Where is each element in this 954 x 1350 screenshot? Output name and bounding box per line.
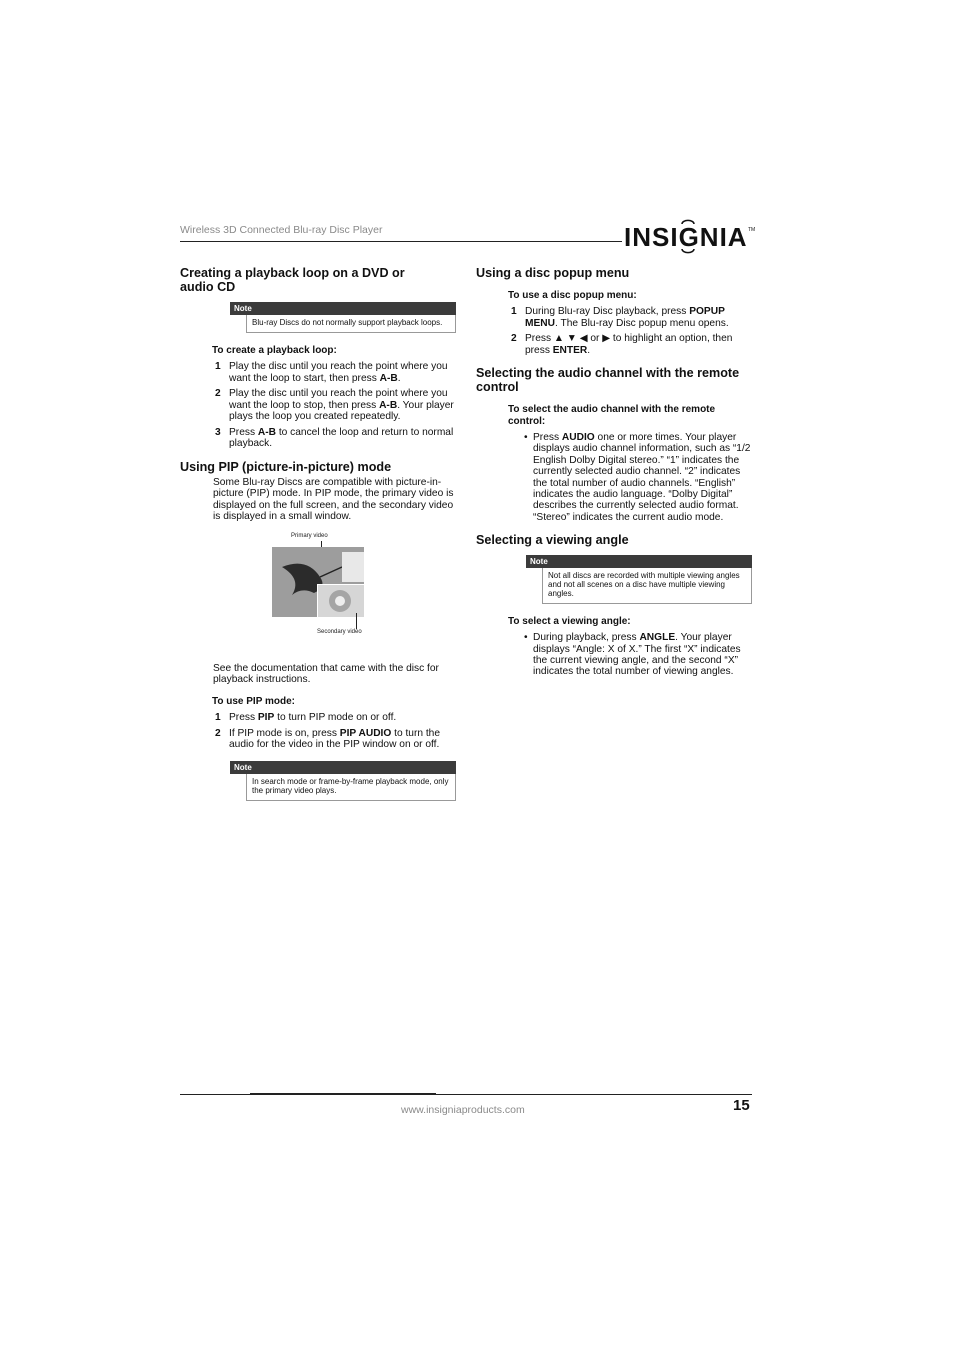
note-text: Blu-ray Discs do not normally support playback loops.	[246, 315, 456, 333]
label-secondary-video: Secondary video	[317, 628, 362, 635]
note-text: Not all discs are recorded with multiple viewing angles and not all scenes on a disc have multiple viewing angles.	[542, 568, 752, 604]
note-viewing-angle	[526, 555, 752, 604]
header-rule	[180, 241, 622, 242]
insignia-logo	[622, 216, 758, 256]
note-label: Note	[230, 761, 456, 774]
note-label: Note	[526, 555, 752, 568]
proc-title-loop: To create a playback loop:	[212, 345, 337, 356]
loop-steps	[180, 361, 460, 450]
heading-popup-menu: Using a disc popup menu	[476, 266, 630, 280]
list-item: • During playback, press ANGLE. Your player displays “Angle: X of X.” The first “X” indicates the current viewing angle, and the second “X” indicates the total number of viewing angles.	[524, 632, 741, 678]
list-item: 1 Play the disc until you reach the point where you want the loop to start, then press A-B.	[215, 361, 448, 384]
popup-steps	[476, 306, 756, 356]
pip-figure	[180, 533, 460, 639]
section-audio-channel	[476, 366, 756, 523]
left-column	[180, 266, 460, 813]
heading-pip: Using PIP (picture-in-picture) mode	[180, 459, 392, 474]
audio-bullets	[476, 432, 756, 523]
section-playback-loop	[180, 266, 460, 450]
list-item: 2 Press ▲ ▼ ◀ or ▶ to highlight an option, then press ENTER.	[511, 333, 733, 356]
list-item: 1 Press PIP to turn PIP mode on or off.	[215, 712, 397, 724]
note-text: In search mode or frame-by-frame playback mode, only the primary video plays.	[246, 774, 456, 801]
proc-title-popup: To use a disc popup menu:	[508, 290, 637, 301]
flower-image	[318, 585, 364, 617]
section-viewing-angle	[476, 533, 756, 678]
pip-steps	[180, 712, 460, 751]
section-pip	[180, 460, 460, 801]
list-item: 2 If PIP mode is on, press PIP AUDIO to turn the audio for the video in the PIP window on or off.	[215, 727, 441, 751]
note-pip	[230, 761, 456, 801]
proc-title-pip: To use PIP mode:	[212, 696, 295, 708]
logo-text: INSIGNIA	[624, 222, 748, 252]
pip-primary-image	[272, 547, 364, 617]
proc-title-audio: To select the audio channel with the remote control:	[508, 404, 716, 427]
list-item: 3 Press A-B to cancel the loop and return to normal playback.	[215, 426, 454, 449]
heading-audio-channel: Selecting the audio channel with the remote control	[476, 366, 740, 394]
pip-intro: Some Blu-ray Discs are compatible with picture-in-picture (PIP) mode. In PIP mode, the primary video is displayed on the full screen, and the secondary video is displayed in a small window.	[213, 476, 454, 523]
pip-see-doc: See the documentation that came with the disc for playback instructions.	[213, 662, 439, 686]
note-playback-loop	[230, 302, 456, 333]
leader-secondary	[356, 613, 357, 629]
heading-viewing-angle: Selecting a viewing angle	[476, 533, 629, 548]
section-popup-menu	[476, 266, 756, 356]
note-label: Note	[230, 302, 456, 315]
footer-url: www.insigniaproducts.com	[401, 1104, 525, 1116]
proc-title-angle: To select a viewing angle:	[508, 616, 631, 628]
right-column	[476, 266, 756, 688]
list-item: 2 Play the disc until you reach the point where you want the loop to stop, then press A-B. Your player plays the loop you created repeatedly.	[215, 388, 454, 422]
list-item: • Press AUDIO one or more times. Your player displays audio channel information, such as “1/2 English Dolby Digital stereo.” “1” indicates the currently selected audio channel. “2” indicates the total number of audio channels. “English” indicates the audio language. “Dolby Digital” describes the currently selected audio format. “Stereo” indicates the current audio mode.	[524, 432, 751, 523]
heading-playback-loop: Creating a playback loop on a DVD or audio CD	[180, 266, 405, 294]
label-primary-video: Primary video	[291, 532, 328, 539]
angle-bullets	[476, 632, 756, 678]
footer-rule-accent	[250, 1093, 436, 1095]
logo-tm: TM	[748, 227, 756, 233]
list-item: 1 During Blu-ray Disc playback, press POPUP MENU. The Blu-ray Disc popup menu opens.	[511, 306, 729, 329]
running-header: Wireless 3D Connected Blu-ray Disc Player	[180, 224, 383, 236]
page-number: 15	[733, 1097, 750, 1114]
